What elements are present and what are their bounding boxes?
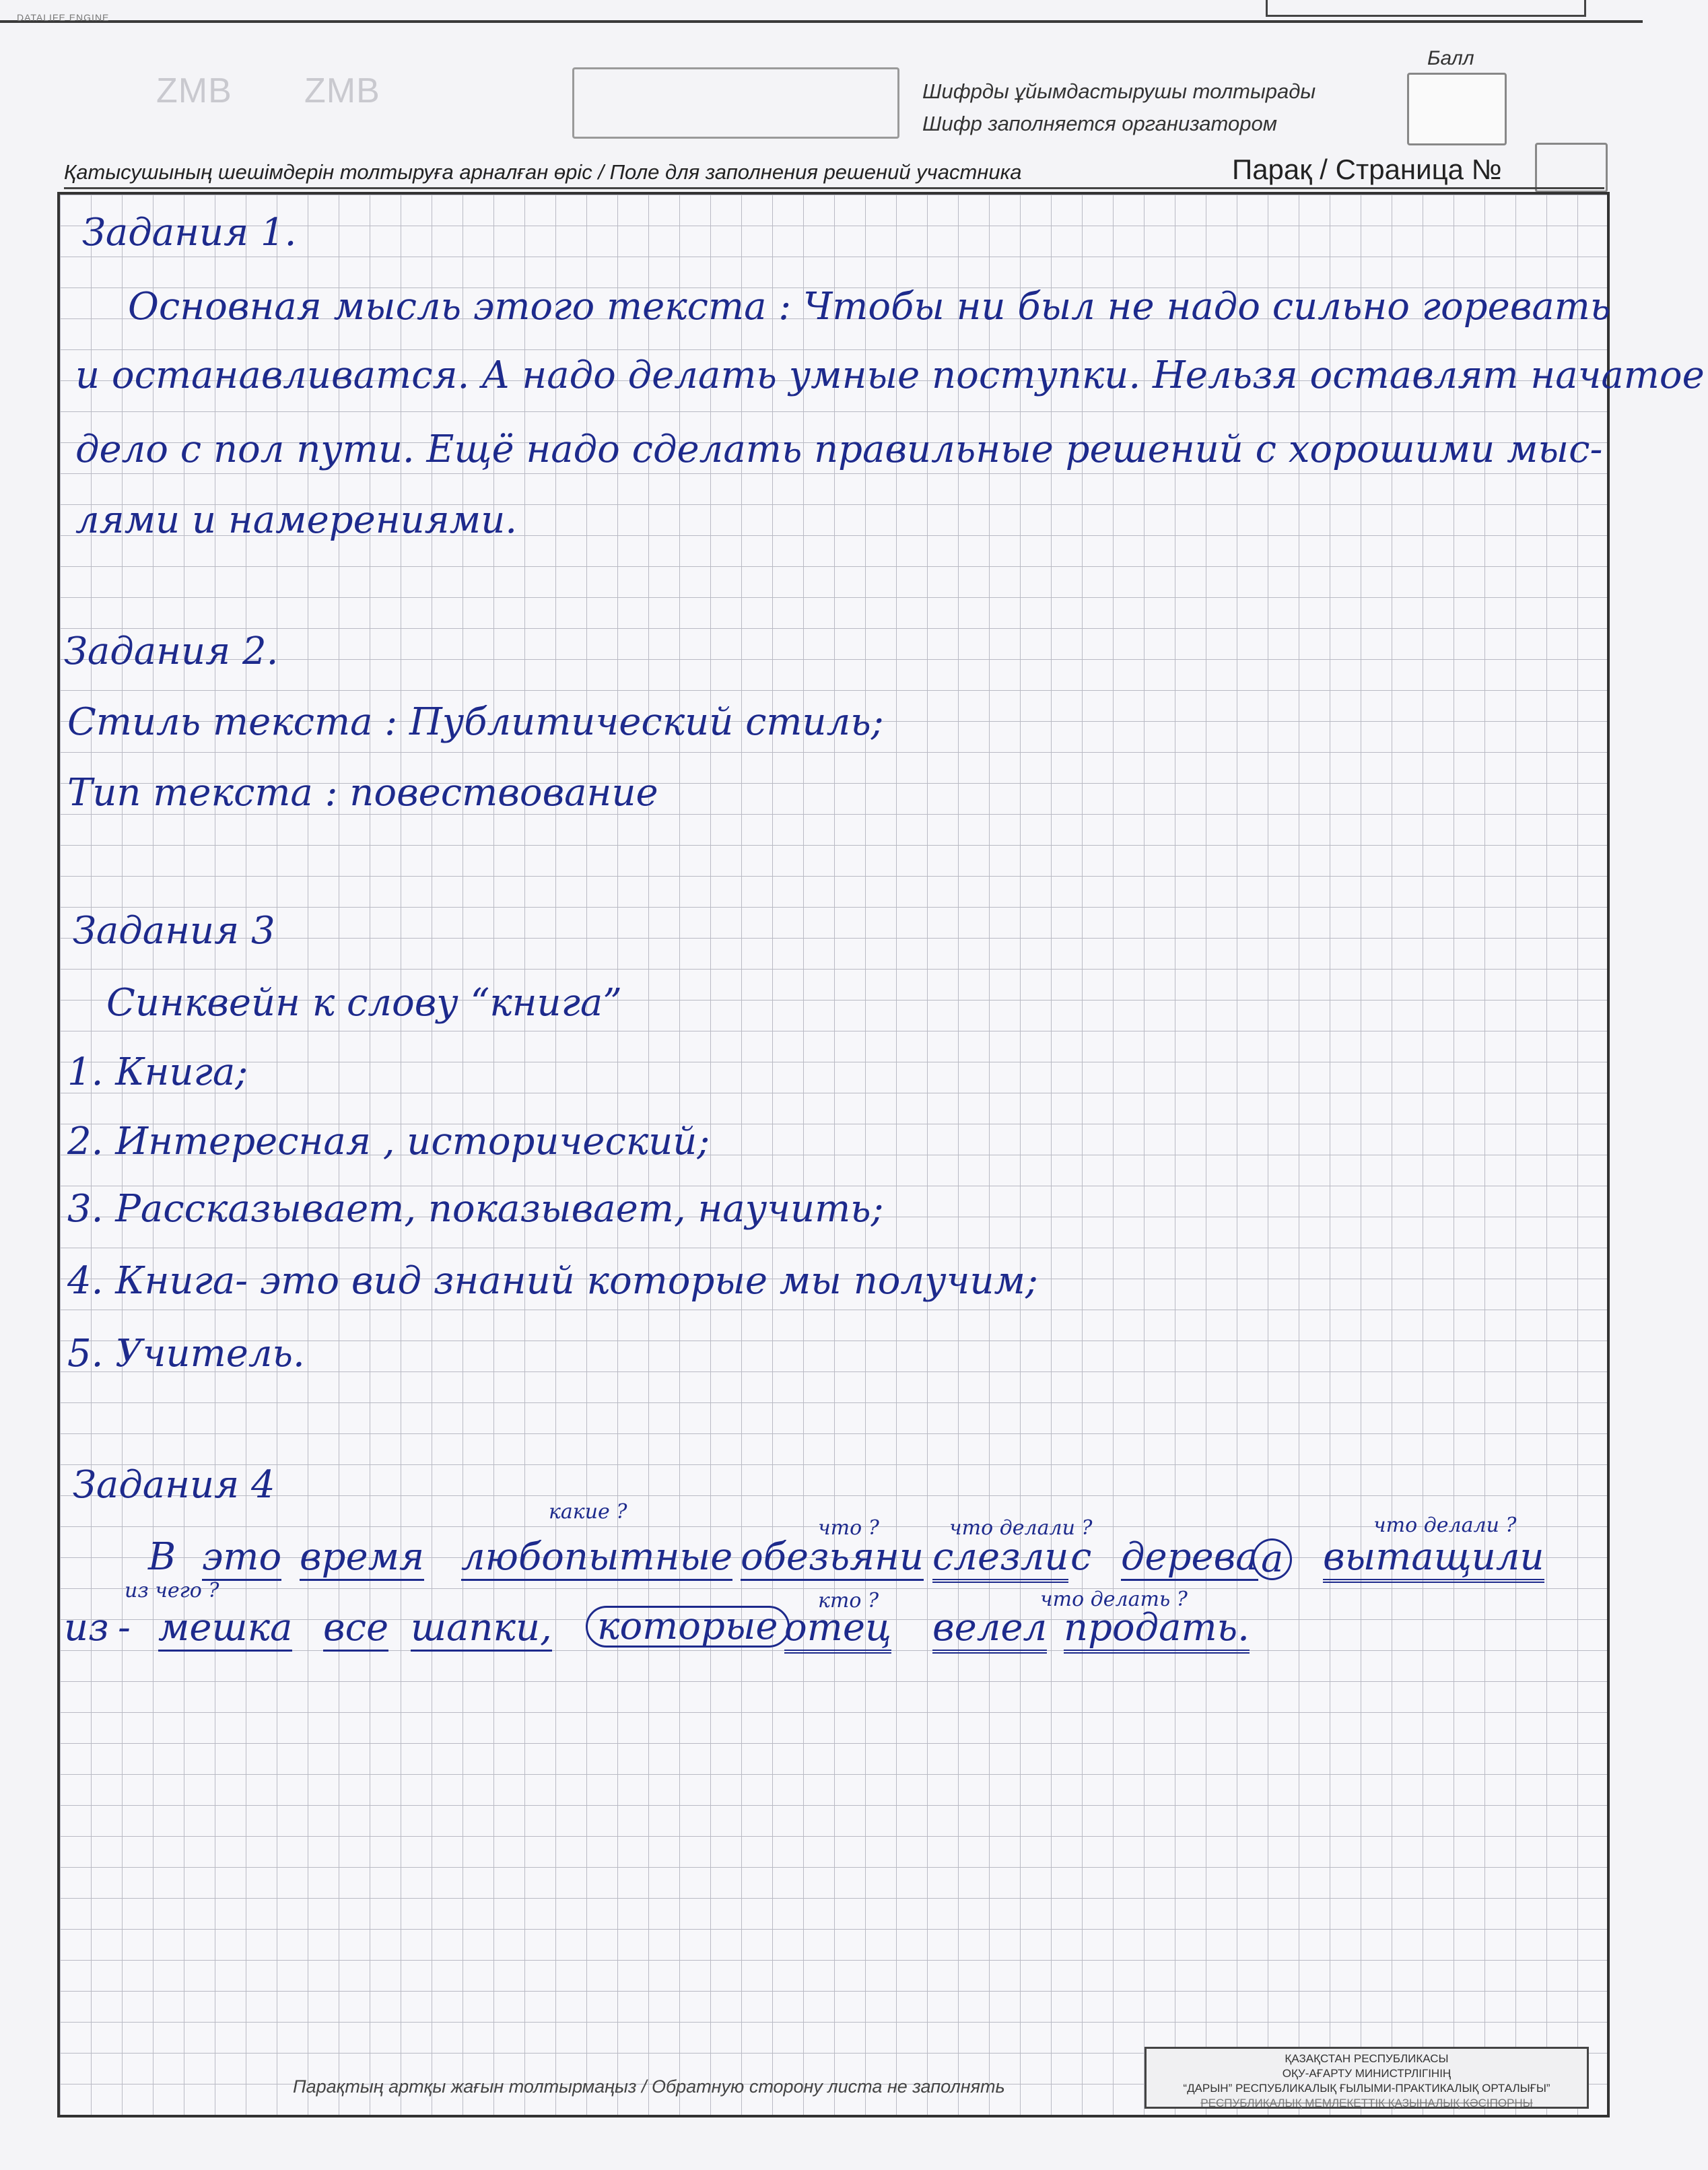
score-label: Балл <box>1427 47 1474 69</box>
top-rule <box>0 20 1643 23</box>
cipher-note <box>922 75 1316 140</box>
page-number-label: Парақ / Страница № <box>1232 154 1502 185</box>
cipher-note-ru: Шифр заполняется организатором <box>922 112 1277 135</box>
answer-field-label: Қатысушының шешімдерін толтыруға арналған өріс / Поле для заполнения решений участника <box>64 160 1022 184</box>
sentence-word: слезли <box>932 1538 1068 1583</box>
task-1-line: дело с пол пути. Ещё надо сделать правильные решений с хорошими мыс- <box>75 428 1603 471</box>
task-1-line: Основная мысль этого текста : Чтобы ни был не надо сильно горевать <box>128 285 1611 329</box>
stamp-line: “ДАРЫН” РЕСПУБЛИКАЛЫҚ ҒЫЛЫМИ-ПРАКТИКАЛЫҚ ОРТАЛЫҒЫ” <box>1183 2082 1550 2095</box>
sentence-word: мешка <box>158 1609 292 1652</box>
task-3-line: 3. Рассказывает, показывает, научить; <box>67 1187 884 1231</box>
sentence-word: обезьяни <box>741 1538 924 1581</box>
score-box <box>1407 73 1507 145</box>
sentence-word: шапки, <box>411 1609 552 1652</box>
task-1-line: лями и намерениями. <box>75 498 518 542</box>
engine-mark: DATALIFE ENGINE <box>17 12 110 23</box>
page-number-box <box>1535 143 1608 193</box>
sentence-word: это <box>202 1538 281 1581</box>
sentence-word: отец <box>784 1609 891 1654</box>
cipher-field <box>572 67 899 139</box>
field-rule <box>64 187 1604 189</box>
task-1-line: и останавливатся. А надо делать умные поступки. Нельзя оставлят начатое <box>75 353 1705 397</box>
sentence-word: с <box>1070 1535 1092 1579</box>
sentence-word: время <box>300 1538 424 1581</box>
question-note: что делать ? <box>1040 1588 1188 1611</box>
sentence-word: из <box>64 1606 109 1650</box>
task-3-line: 4. Книга- это вид знаний которые мы получим; <box>67 1259 1038 1303</box>
question-note: что ? <box>818 1516 879 1540</box>
question-note: что делали ? <box>1373 1514 1517 1537</box>
watermark: ZMB <box>156 71 232 110</box>
task-3-line: Синквейн к слову “книга” <box>106 981 622 1025</box>
sentence-word: В <box>148 1535 176 1579</box>
sentence-word-circled: которые <box>586 1606 790 1648</box>
sentence-word-circled: а <box>1252 1538 1292 1580</box>
question-note: из чего ? <box>125 1579 219 1602</box>
stamp-line: ҚАЗАҚСТАН РЕСПУБЛИКАСЫ <box>1285 2052 1449 2065</box>
stamp-line: ОҚУ-АҒАРТУ МИНИСТРЛІГІНІҢ <box>1282 2067 1451 2080</box>
sentence-word: велел <box>932 1609 1047 1654</box>
task-3-line: 2. Интересная , исторический; <box>67 1120 710 1163</box>
sentence-word: дерева <box>1121 1538 1258 1581</box>
sentence-word: продать. <box>1064 1609 1250 1654</box>
organization-stamp <box>1145 2047 1589 2109</box>
cipher-note-kz: Шифрды ұйымдастырушы толтырады <box>922 79 1316 103</box>
stamp-line: РЕСПУБЛИКАЛЫҚ МЕМЛЕКЕТТІК ҚАЗЫНАЛЫҚ КӘСІПОРНЫ <box>1200 2097 1533 2109</box>
task-3-heading: Задания 3 <box>73 909 275 953</box>
question-note: кто ? <box>818 1589 879 1613</box>
task-4-heading: Задания 4 <box>73 1463 275 1507</box>
task-2-line: Тип текста : повествование <box>67 771 658 815</box>
sentence-word: - <box>118 1606 131 1650</box>
sentence-word: любопытные <box>461 1538 732 1581</box>
task-3-line: 1. Книга; <box>67 1050 248 1094</box>
task-2-heading: Задания 2. <box>64 630 279 673</box>
question-note: какие ? <box>549 1500 627 1524</box>
task-3-line: 5. Учитель. <box>67 1332 305 1376</box>
footer-note: Парақтың артқы жағын толтырмаңыз / Обратную сторону листа не заполнять <box>293 2076 1005 2097</box>
task-2-line: Стиль текста : Публитический стиль; <box>67 700 884 744</box>
question-note: что делали ? <box>949 1516 1093 1540</box>
task-1-heading: Задания 1. <box>82 211 297 255</box>
watermark: ZMB <box>304 71 380 110</box>
sentence-word: все <box>323 1609 388 1652</box>
sentence-word: вытащили <box>1323 1538 1544 1583</box>
top-frame-box <box>1266 0 1586 17</box>
